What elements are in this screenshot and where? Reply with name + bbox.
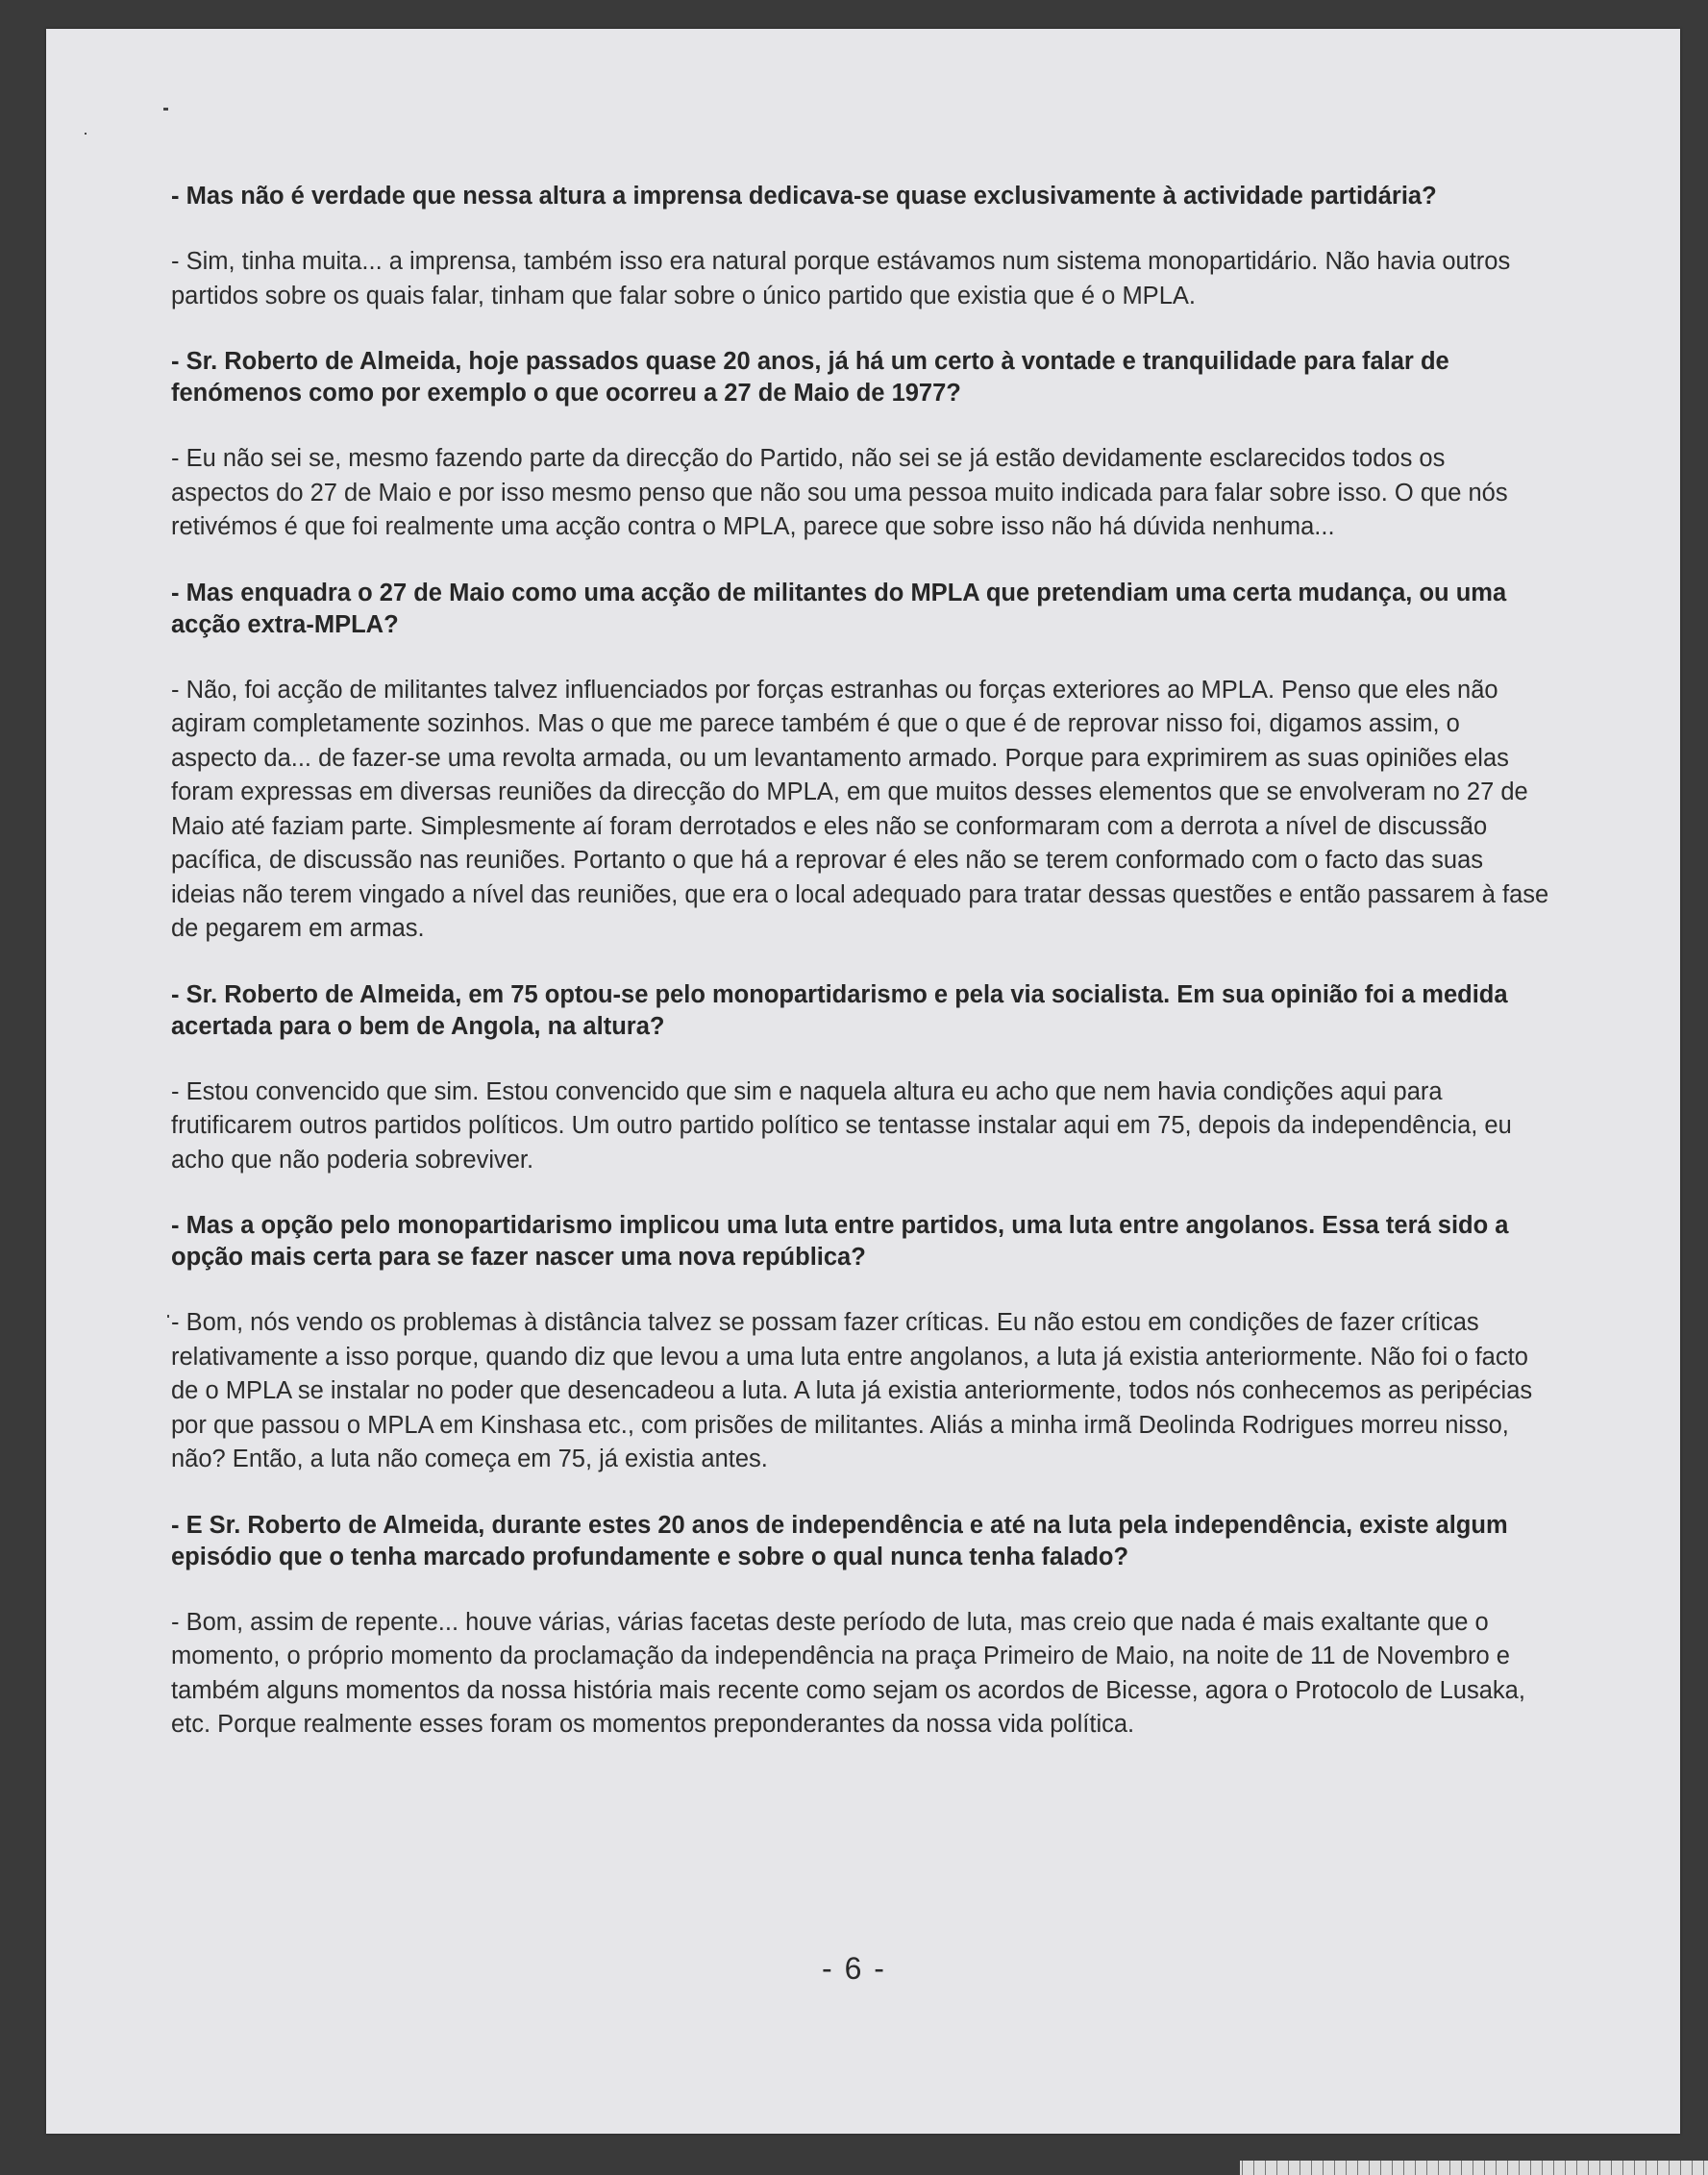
answer-6: - Bom, assim de repente... houve várias, várias facetas deste período de luta, mas creio que nada é mais exaltante que o momento, o próprio momento da proclamação da independência na praça Primeiro de Maio, na noite de 11 de Novembro e também alguns momentos da nossa história mais recente como sejam os acordos de Bicesse, agora o Protocolo de Lusaka, etc. Porque realmente esses foram os momentos preponderantes da nossa vida política. bbox=[171, 1608, 1525, 1738]
answer-3: - Não, foi acção de militantes talvez influenciados por forças estranhas ou forças exteriores ao MPLA. Penso que eles não agiram completamente sozinhos. Mas o que me parece também é que o que é de reprovar nisso foi, digamos assim, o aspecto da... de fazer-se uma revolta armada, ou um levantamento armado. Porque para exprimirem as suas opiniões elas foram expressas em diversas reuniões da direcção do MPLA, em que muitos desses elementos que se envolveram no 27 de Maio até faziam parte. Simplesmente aí foram derrotados e eles não se conformaram com a derrota a nível de discussão pacífica, de discussão nas reuniões. Portanto o que há a reprovar é eles não se terem conformado com o facto das suas ideias não terem vingado a nível das reuniões, que era o local adequado para tratar dessas questões e então passarem à fase de pegarem em armas. bbox=[171, 676, 1549, 942]
interview-transcript bbox=[171, 181, 1549, 1775]
ink-mark bbox=[85, 133, 87, 135]
scale-ruler bbox=[1240, 2161, 1708, 2175]
answer-2: - Eu não sei se, mesmo fazendo parte da direcção do Partido, não sei se já estão devidamente esclarecidos todos os aspectos do 27 de Maio e por isso mesmo penso que não sou uma pessoa muito indicada para falar sobre isso. O que nós retivémos é que foi realmente uma acção contra o MPLA, parece que sobre isso não há dúvida nenhuma... bbox=[171, 445, 1508, 540]
question-3: - Mas enquadra o 27 de Maio como uma acção de militantes do MPLA que pretendiam uma certa mudança, ou uma acção extra-MPLA? bbox=[171, 579, 1507, 638]
answer-5: - Bom, nós vendo os problemas à distância talvez se possam fazer críticas. Eu não estou em condições de fazer críticas relativamente a isso porque, quando diz que levou a uma luta entre angolanos, a luta já existia anteriormente. Não foi o facto de o MPLA se instalar no poder que desencadeou a luta. A luta já existia anteriormente, todos nós conhecemos as peripécias por que passou o MPLA em Kinshasa etc., com prisões de militantes. Aliás a minha irmã Deolinda Rodrigues morreu nisso, não? Então, a luta não começa em 75, já existia antes. bbox=[171, 1309, 1533, 1472]
question-5: - Mas a opção pelo monopartidarismo implicou uma luta entre partidos, uma luta entre angolanos. Essa terá sido a opção mais certa para se fazer nascer uma nova república? bbox=[171, 1212, 1509, 1271]
answer-4: - Estou convencido que sim. Estou convencido que sim e naquela altura eu acho que nem havia condições aqui para frutificarem outros partidos políticos. Um outro partido político se tentasse instalar aqui em 75, depois da independência, eu acho que não poderia sobreviver. bbox=[171, 1077, 1512, 1174]
ink-mark bbox=[163, 108, 168, 111]
question-6: - E Sr. Roberto de Almeida, durante estes 20 anos de independência e até na luta pela independência, existe algum episódio que o tenha marcado profundamente e sobre o qual nunca tenha falado? bbox=[171, 1511, 1508, 1570]
question-4: - Sr. Roberto de Almeida, em 75 optou-se pelo monopartidarismo e pela via socialista. Em sua opinião foi a medida acertada para o bem de Angola, na altura? bbox=[171, 980, 1508, 1040]
answer-1: - Sim, tinha muita... a imprensa, também isso era natural porque estávamos num sistema monopartidário. Não havia outros partidos sobre os quais falar, tinham que falar sobre o único partido que existia que é o MPLA. bbox=[171, 248, 1511, 309]
question-1: - Mas não é verdade que nessa altura a imprensa dedicava-se quase exclusivamente à actividade partidária? bbox=[171, 183, 1437, 210]
page-number: - 6 - bbox=[822, 1951, 886, 1986]
ink-mark bbox=[167, 1315, 169, 1318]
question-2: - Sr. Roberto de Almeida, hoje passados quase 20 anos, já há um certo à vontade e tranquilidade para falar de fenómenos como por exemplo o que ocorreu a 27 de Maio de 1977? bbox=[171, 348, 1449, 407]
